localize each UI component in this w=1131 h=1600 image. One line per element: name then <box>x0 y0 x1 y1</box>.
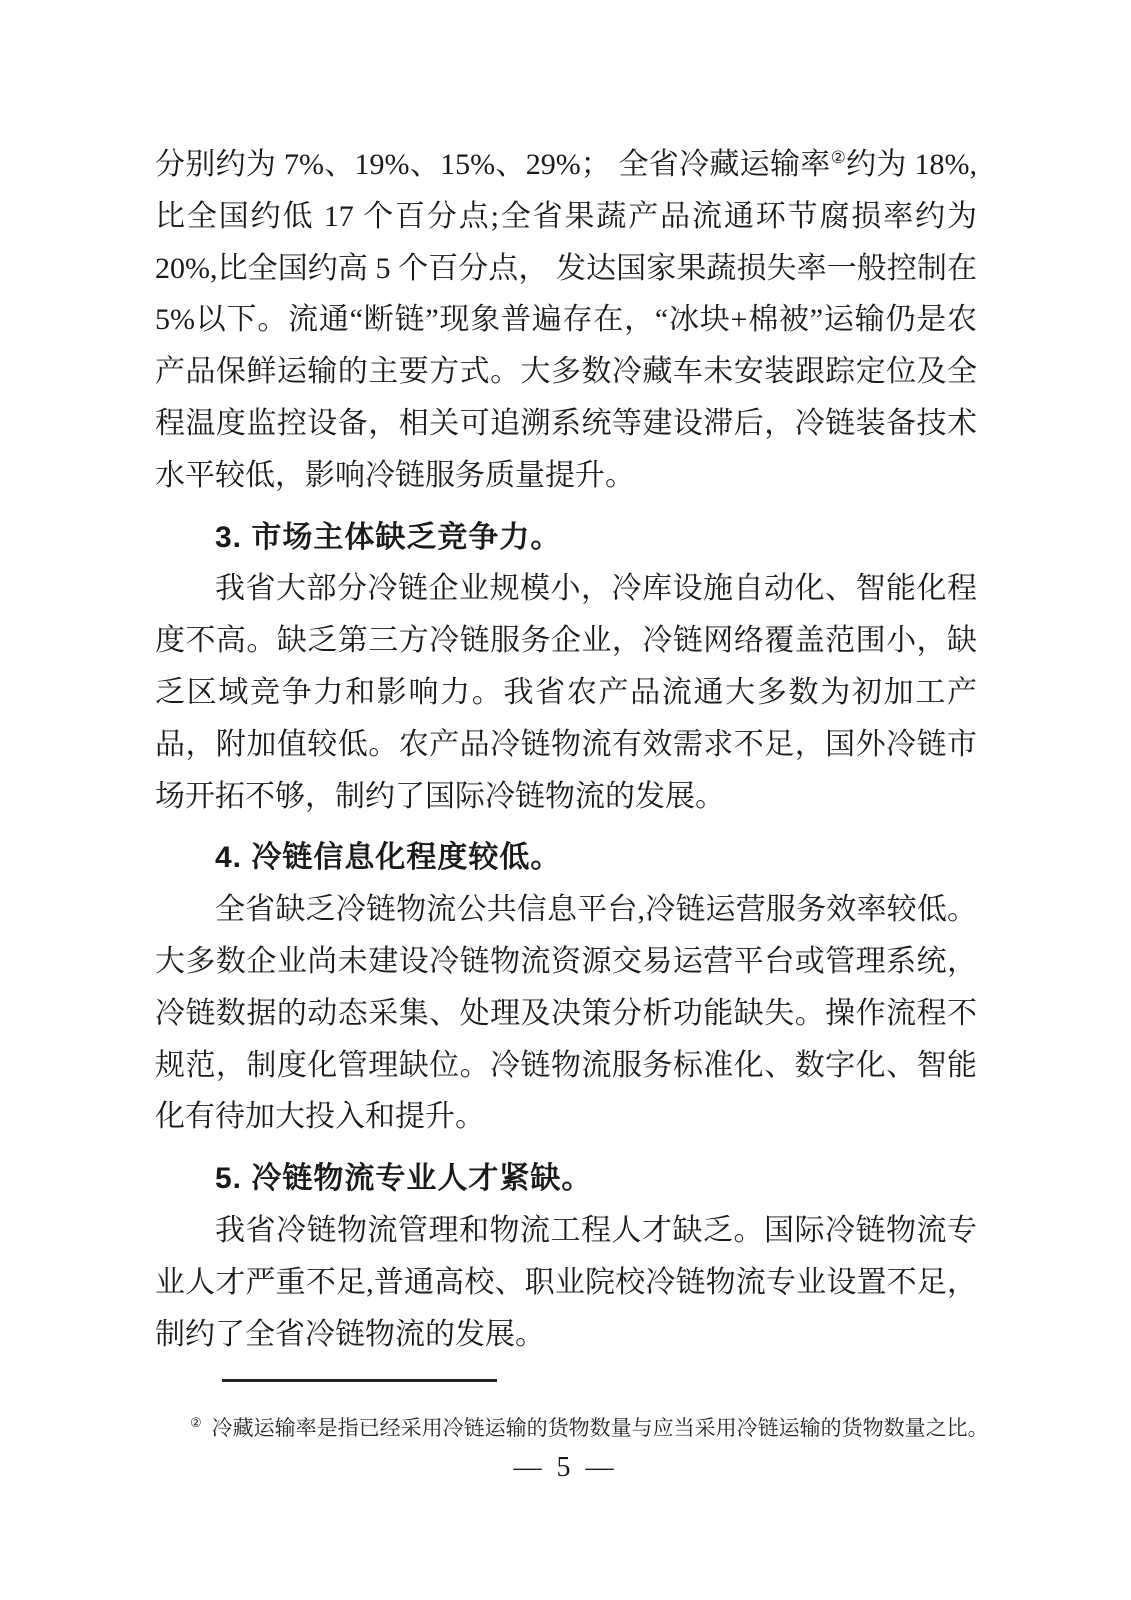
footnote <box>190 1412 990 1446</box>
paragraph-continued-text-before: 分别约为 7%、19%、15%、29%； 全省冷藏运输率 <box>155 148 831 181</box>
section-heading-4: 4. 冷链信息化程度较低。 <box>215 841 562 875</box>
footnote-text: 冷藏运输率是指已经采用冷链运输的货物数量与应当采用冷链运输的货物数量之比。 <box>211 1416 989 1440</box>
paragraph-continued-text-after: 约为 18%,比全国约低 17 个百分点;全省果蔬产品流通环节腐损率约为 20%,比全国约高 5 个百分点， 发达国家果蔬损失率一般控制在 5%以下。流通“断链”现象普遍存在，“冰块+棉被”运输仍是农产品保鲜运输的主要方式。大多数冷藏车未安装跟踪定位及全程温度监控设备，相关可追溯系统等建设滞后，冷链装备技术水平较低，影响冷链服务质量提升。 <box>155 148 977 492</box>
page-body <box>155 139 977 1360</box>
section-heading-3: 3. 市场主体缺乏竞争力。 <box>215 520 562 554</box>
section-4-paragraph: 全省缺乏冷链物流公共信息平台,冷链运营服务效率较低。大多数企业尚未建设冷链物流资源交易运营平台或管理系统，冷链数据的动态采集、处理及决策分析功能缺失。操作流程不规范，制度化管理缺位。冷链物流服务标准化、数字化、智能化有待加大投入和提升。 <box>155 893 977 1134</box>
section-heading-5: 5. 冷链物流专业人才紧缺。 <box>215 1162 593 1196</box>
footnote-divider <box>222 1379 497 1382</box>
page-number: — 5 — <box>513 1452 618 1483</box>
paragraph-continued <box>155 139 977 502</box>
section-3-paragraph: 我省大部分冷链企业规模小，冷库设施自动化、智能化程度不高。缺乏第三方冷链服务企业，冷链网络覆盖范围小，缺乏区域竞争力和影响力。我省农产品流通大多数为初加工产品，附加值较低。农产品冷链物流有效需求不足，国外冷链市场开拓不够，制约了国际冷链物流的发展。 <box>155 572 977 813</box>
footnote-marker: ② <box>190 1415 202 1430</box>
footnote-reference-marker: ② <box>830 148 847 167</box>
section-5-paragraph: 我省冷链物流管理和物流工程人才缺乏。国际冷链物流专业人才严重不足,普通高校、职业院校冷链物流专业设置不足，制约了全省冷链物流的发展。 <box>155 1213 977 1351</box>
